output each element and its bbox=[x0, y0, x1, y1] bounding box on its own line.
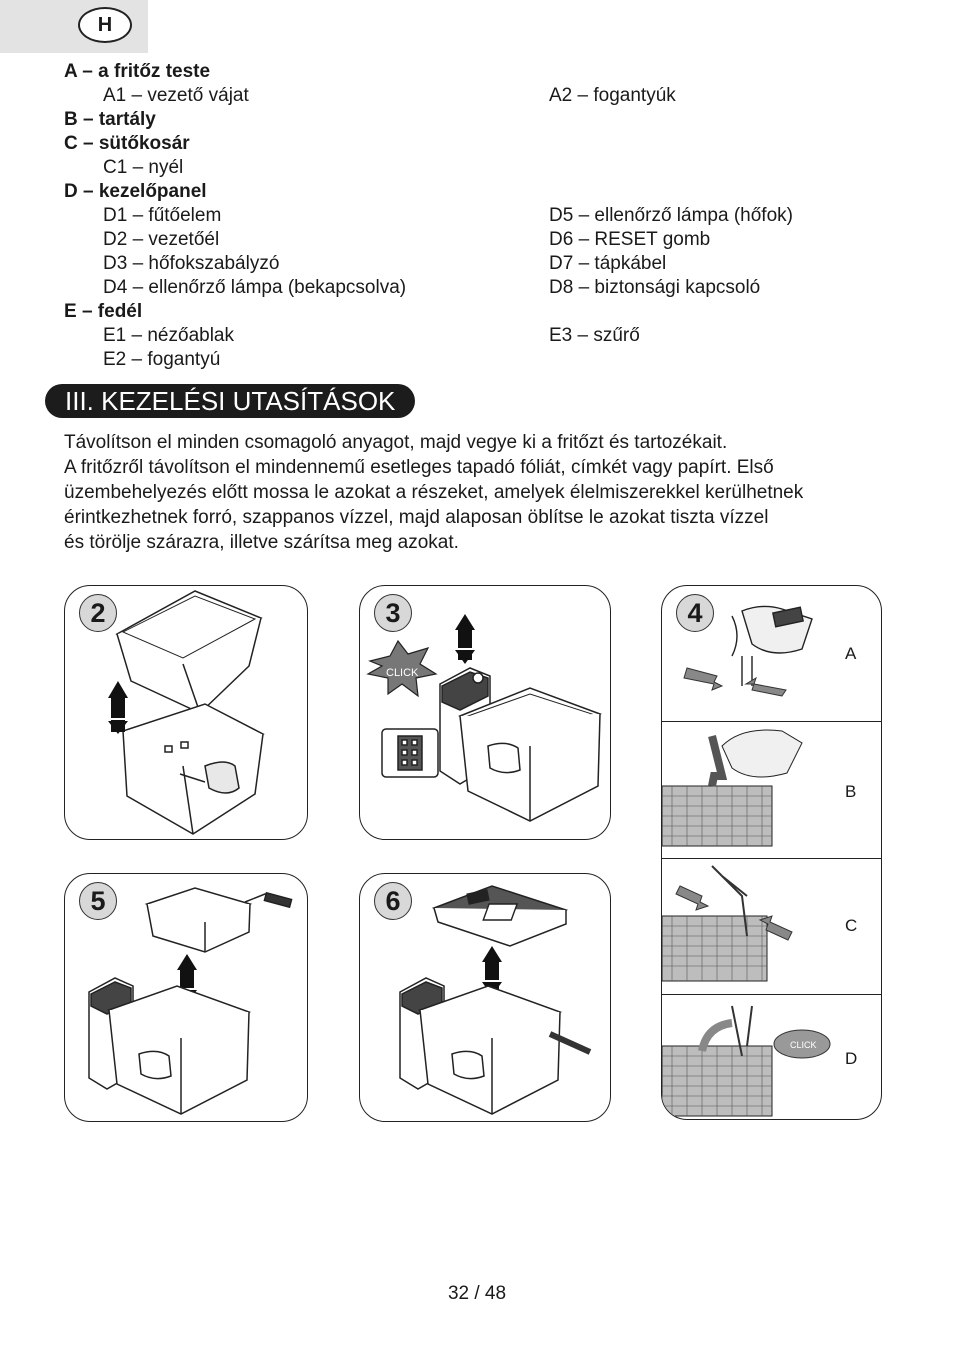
part-d8: D8 – biztonsági kapcsoló bbox=[549, 277, 761, 298]
part-d1: D1 – fűtőelem bbox=[103, 205, 222, 226]
language-tab bbox=[0, 0, 148, 53]
basket-handle-illustration bbox=[662, 586, 882, 1120]
intro-line: és törölje szárazra, illetve szárítsa meg azokat. bbox=[64, 532, 459, 553]
part-c-title: C – sütőkosár bbox=[64, 133, 190, 154]
figure-step-4 bbox=[661, 585, 882, 1120]
part-c1: C1 – nyél bbox=[103, 157, 184, 178]
part-d6: D6 – RESET gomb bbox=[549, 229, 711, 250]
step-badge: 6 bbox=[374, 882, 412, 920]
page-number: 32 / 48 bbox=[447, 1283, 507, 1304]
intro-line: üzembehelyezés előtt mossa le azokat a részeket, amelyek élelmiszerekkel kerülhetnek bbox=[64, 482, 804, 503]
part-e3: E3 – szűrő bbox=[549, 325, 640, 346]
intro-line: Távolítson el minden csomagoló anyagot, majd vegye ki a fritőzt és tartozékait. bbox=[64, 432, 728, 453]
part-d3: D3 – hőfokszabályzó bbox=[103, 253, 280, 274]
intro-line: A fritőzről távolítson el mindennemű esetleges tapadó fóliát, címkét vagy papírt. Első bbox=[64, 457, 774, 478]
figure-step-3 bbox=[359, 585, 611, 840]
row-divider bbox=[662, 994, 881, 995]
figure-step-5 bbox=[64, 873, 308, 1122]
step-badge: 2 bbox=[79, 594, 117, 632]
intro-line: érintkezhetnek forró, szappanos vízzel, majd alaposan öblítse le azokat tiszta vízzel bbox=[64, 507, 769, 528]
click-label: CLICK bbox=[790, 1040, 817, 1050]
step4-label-a: A bbox=[845, 644, 857, 663]
row-divider bbox=[662, 858, 881, 859]
part-a-title: A – a fritőz teste bbox=[64, 61, 211, 82]
part-d5: D5 – ellenőrző lámpa (hőfok) bbox=[549, 205, 793, 226]
part-e1: E1 – nézőablak bbox=[103, 325, 234, 346]
part-a2: A2 – fogantyúk bbox=[549, 85, 676, 106]
part-d-title: D – kezelőpanel bbox=[64, 181, 207, 202]
figure-step-2 bbox=[64, 585, 308, 840]
part-b-title: B – tartály bbox=[64, 109, 156, 130]
step-badge: 5 bbox=[79, 882, 117, 920]
section-heading: III. KEZELÉSI UTASÍTÁSOK bbox=[45, 384, 415, 418]
step4-label-c: C bbox=[845, 916, 858, 935]
figure-step-6 bbox=[359, 873, 611, 1122]
step-badge: 4 bbox=[676, 594, 714, 632]
step4-label-b: B bbox=[845, 782, 857, 801]
intro-paragraph bbox=[64, 430, 914, 555]
part-e-title: E – fedél bbox=[64, 301, 143, 322]
language-badge: H bbox=[78, 7, 132, 43]
part-d2: D2 – vezetőél bbox=[103, 229, 220, 250]
step4-label-d: D bbox=[845, 1049, 858, 1068]
part-d7: D7 – tápkábel bbox=[549, 253, 667, 274]
step-badge: 3 bbox=[374, 594, 412, 632]
part-a1: A1 – vezető vájat bbox=[103, 85, 249, 106]
part-e2: E2 – fogantyú bbox=[103, 349, 221, 370]
row-divider bbox=[662, 721, 881, 722]
click-label: CLICK bbox=[386, 667, 419, 679]
part-d4: D4 – ellenőrző lámpa (bekapcsolva) bbox=[103, 277, 407, 298]
